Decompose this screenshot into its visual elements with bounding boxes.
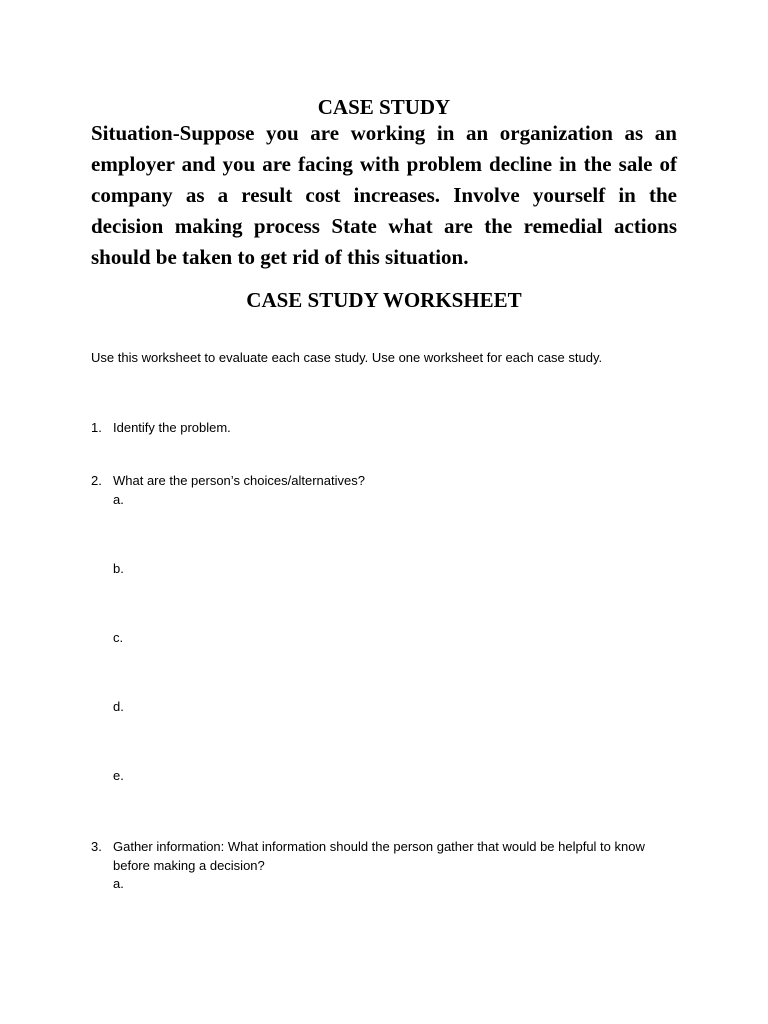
worksheet-instructions: Use this worksheet to evaluate each case study. Use one worksheet for each case study. <box>91 350 603 365</box>
answer-item-a: a. <box>113 492 124 507</box>
question-number: 2. <box>91 473 102 488</box>
question-text: What are the person’s choices/alternatives? <box>113 473 365 488</box>
document-title: CASE STUDY <box>317 95 451 119</box>
answer-item-c: c. <box>113 630 124 645</box>
answer-item-d: d. <box>113 699 124 714</box>
answer-item-a: a. <box>113 876 124 891</box>
question-2 <box>91 471 671 490</box>
question-text: Gather information: What information should the person gather that would be helpful to know before making a decision? <box>113 839 645 873</box>
question-number: 1. <box>91 420 102 435</box>
question-1 <box>91 418 671 437</box>
question-text: Identify the problem. <box>113 420 231 435</box>
answer-item-e: e. <box>113 768 124 783</box>
worksheet-title: CASE STUDY WORKSHEET <box>246 288 522 312</box>
question-number: 3. <box>91 839 102 854</box>
question-3 <box>91 837 671 875</box>
answer-item-b: b. <box>113 561 124 576</box>
situation-paragraph: Situation-Suppose you are working in an organization as an employer and you are facing with problem decline in the sale of company as a result cost increases. Involve yourself in the decision making process State what are the remedial actions should be taken to get rid of this situation. <box>91 121 677 269</box>
